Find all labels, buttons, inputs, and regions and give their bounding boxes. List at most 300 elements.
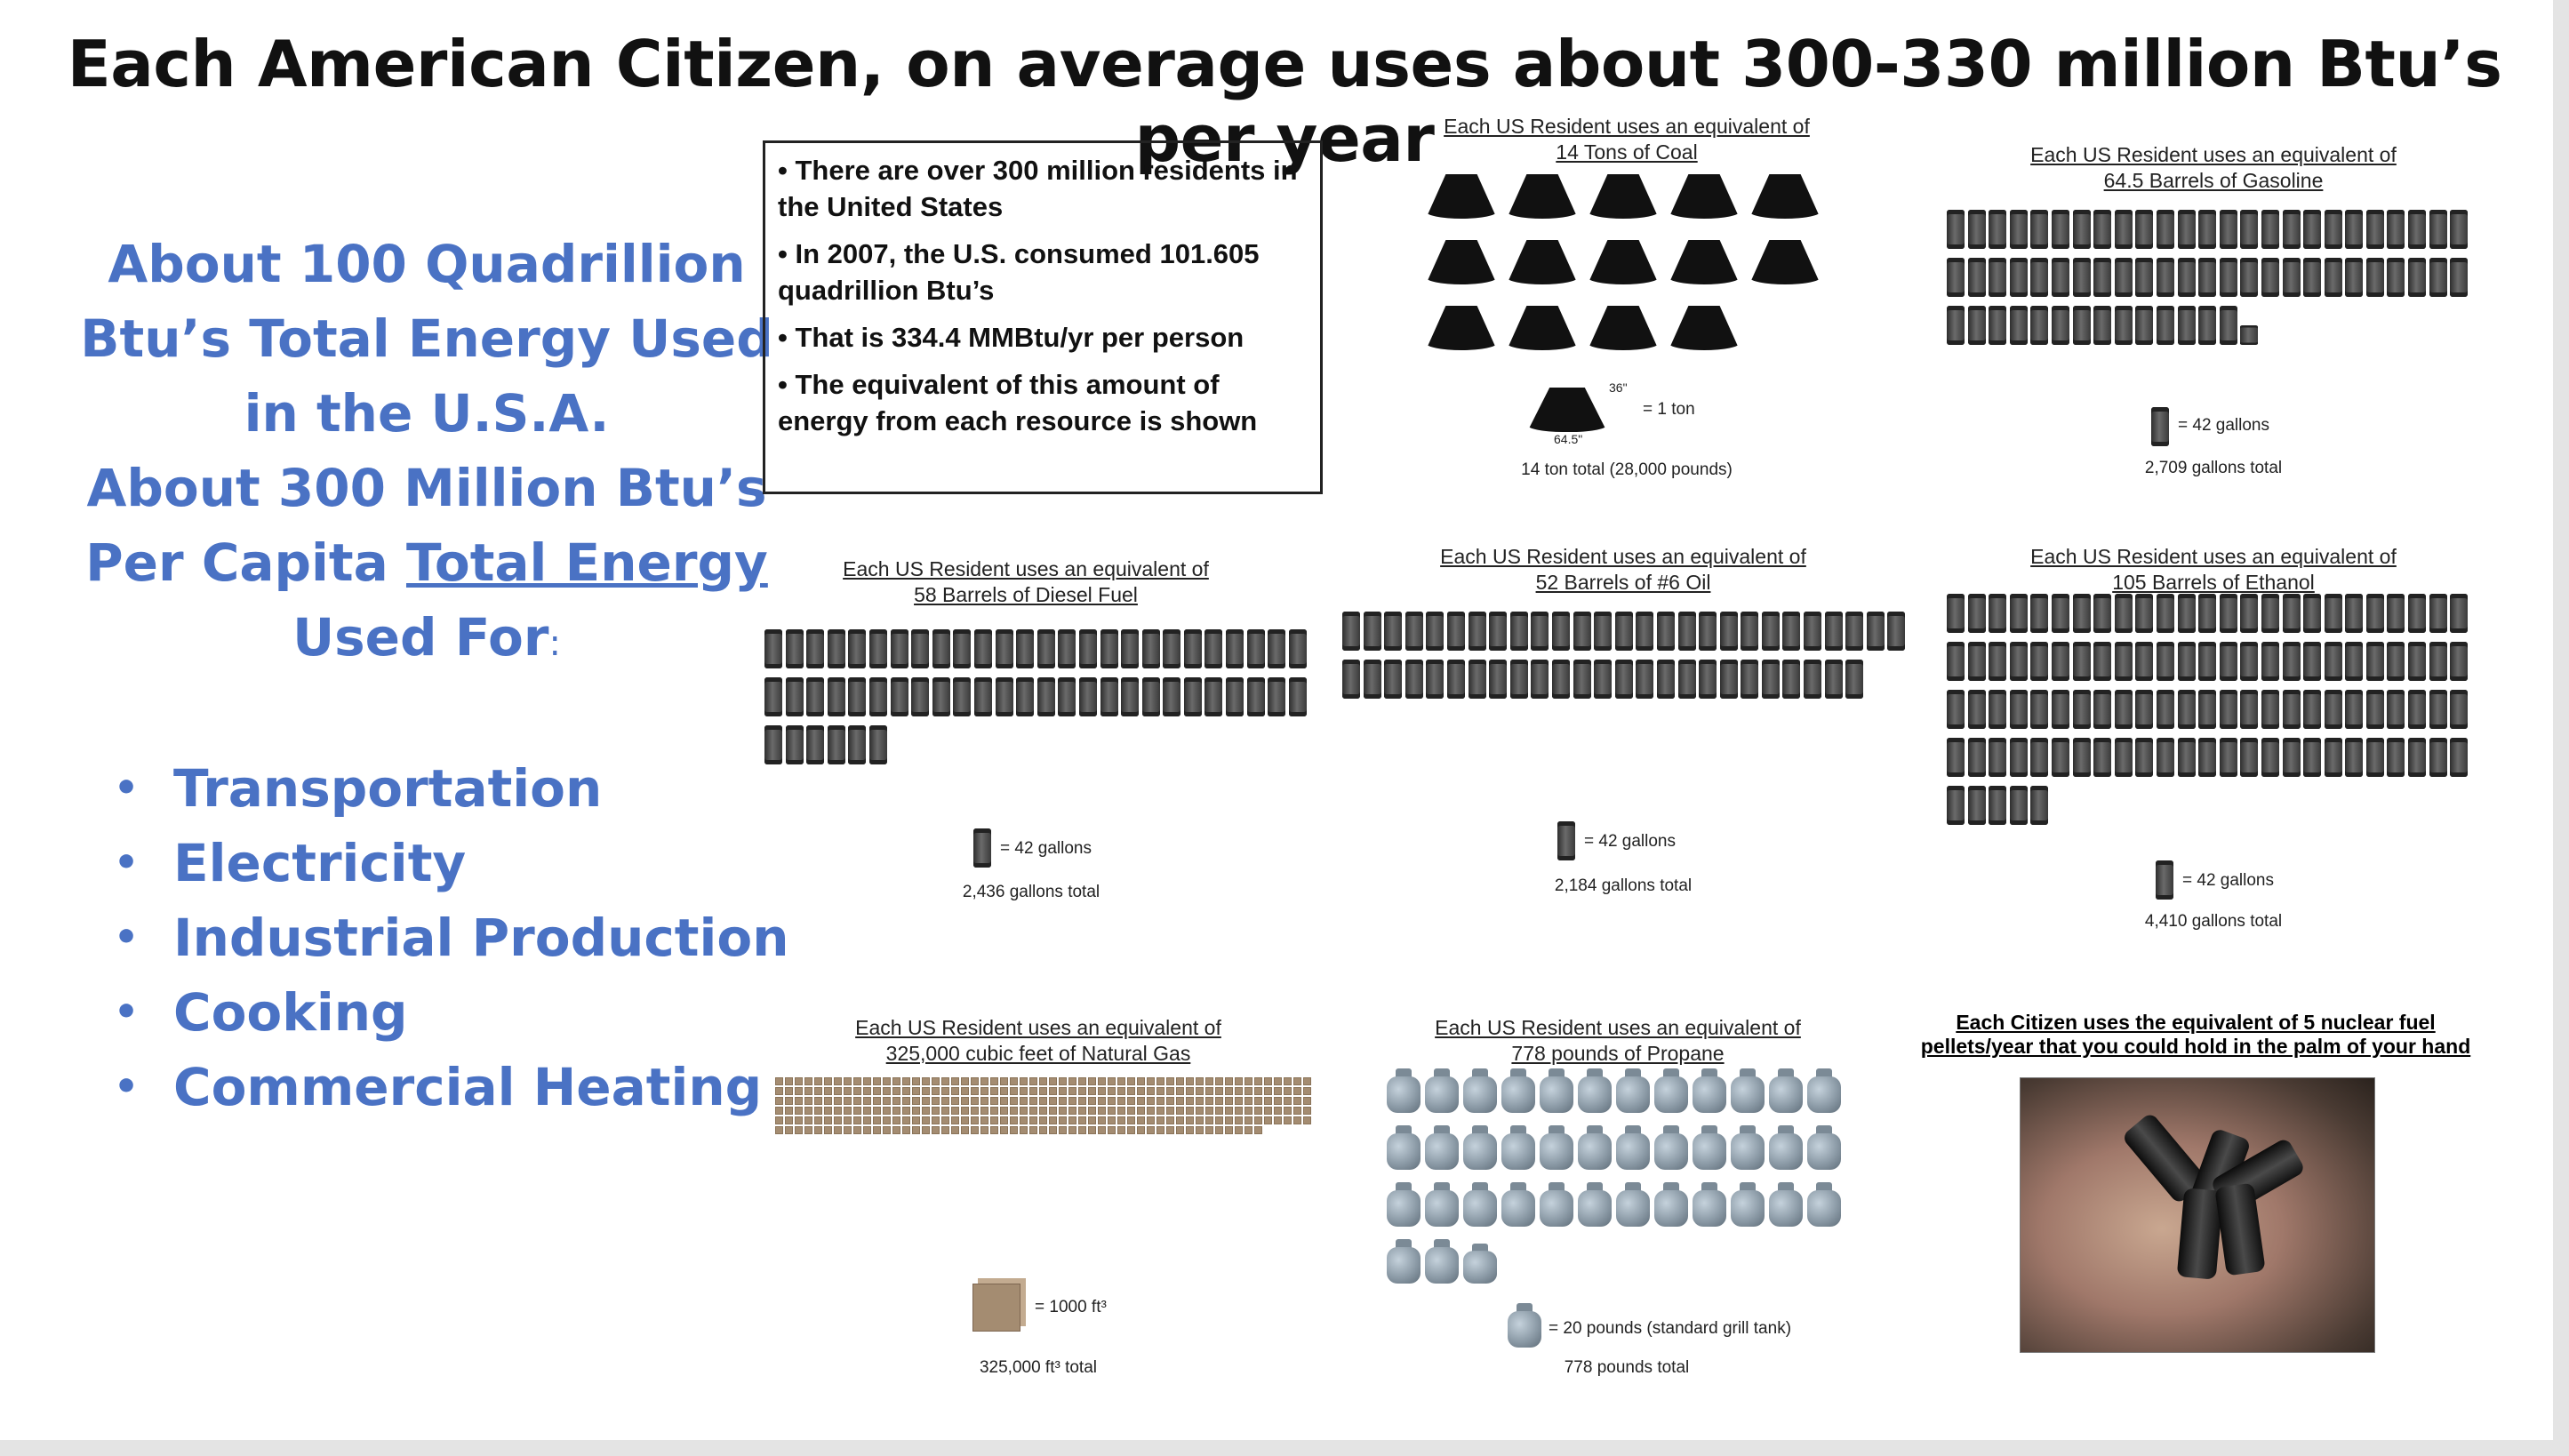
- barrel-grid: [764, 629, 1316, 773]
- barrel-icon: [764, 677, 782, 716]
- gas-cube-icon: [1000, 1077, 1008, 1085]
- info-bullet: • In 2007, the U.S. consumed 101.605 quadrillion Btu’s: [778, 238, 1260, 306]
- barrel-icon: [1989, 210, 2006, 249]
- barrel-icon: [2178, 642, 2196, 681]
- propane-tank-icon: [1807, 1182, 1841, 1227]
- barrel-icon: [2325, 258, 2342, 297]
- gas-cube-icon: [1039, 1107, 1047, 1115]
- nuclear-caption-sub: pellets/year that you could hold in the palm of your hand: [1920, 1035, 2471, 1058]
- gas-cube-icon: [804, 1126, 812, 1134]
- list-item: • Commercial Heating: [98, 1050, 789, 1124]
- gas-cube-icon: [1244, 1107, 1252, 1115]
- barrel-icon: [1968, 210, 1986, 249]
- gas-cube-icon: [824, 1107, 832, 1115]
- barrel-icon: [764, 629, 782, 668]
- barrel-icon: [1594, 660, 1612, 699]
- propane-tank-icon: [1616, 1182, 1650, 1227]
- gas-cube-icon: [951, 1077, 959, 1085]
- barrel-icon: [2093, 258, 2111, 297]
- gas-cube-icon: [1284, 1077, 1292, 1085]
- gas-cube-icon: [1000, 1126, 1008, 1134]
- gas-cube-icon: [1284, 1107, 1292, 1115]
- summary-colon: :: [548, 623, 561, 664]
- legend-text: = 42 gallons: [2178, 416, 2269, 435]
- gas-cube-icon: [1215, 1107, 1223, 1115]
- gas-cube-icon: [1293, 1077, 1301, 1085]
- barrel-icon: [2283, 210, 2301, 249]
- gas-cube-icon: [1108, 1077, 1116, 1085]
- barrel-icon: [1510, 660, 1528, 699]
- barrel-icon: [2135, 738, 2153, 777]
- barrel-icon: [2030, 210, 2048, 249]
- gas-cube-icon: [971, 1097, 979, 1105]
- gas-cube-icon: [1137, 1077, 1145, 1085]
- gas-cube-icon: [892, 1116, 900, 1124]
- barrel-icon: [2220, 258, 2237, 297]
- gas-cube-icon: [1244, 1097, 1252, 1105]
- propane-tank-icon: [1501, 1068, 1535, 1113]
- gas-cube-icon: [1215, 1077, 1223, 1085]
- barrel-icon: [2030, 786, 2048, 825]
- barrel-icon: [2030, 258, 2048, 297]
- barrel-icon: [1037, 677, 1055, 716]
- barrel-icon: [1968, 738, 1986, 777]
- barrel-icon: [2220, 210, 2237, 249]
- barrel-icon: [911, 629, 929, 668]
- gas-cube-icon: [804, 1097, 812, 1105]
- gas-cube-icon: [1254, 1077, 1262, 1085]
- gas-cube-icon: [844, 1107, 852, 1115]
- barrel-icon: [2135, 690, 2153, 729]
- natgas-legend: [956, 1284, 1170, 1337]
- gas-cube-icon: [1117, 1126, 1125, 1134]
- gas-cube-icon: [1303, 1087, 1311, 1095]
- gas-cube-icon: [912, 1097, 920, 1105]
- gas-cube-icon: [1029, 1116, 1037, 1124]
- barrel-icon: [1741, 612, 1758, 651]
- barrel-icon: [2010, 786, 2028, 825]
- gas-cube-icon: [863, 1097, 871, 1105]
- gas-cube-icon: [1000, 1097, 1008, 1105]
- gas-cube-icon: [1078, 1087, 1086, 1095]
- gas-cube-icon: [1293, 1107, 1301, 1115]
- gas-cube-icon: [1235, 1087, 1243, 1095]
- propane-tank-icon: [1508, 1303, 1541, 1348]
- barrel-icon: [1247, 677, 1265, 716]
- panel-caption-sub: 52 Barrels of #6 Oil: [1535, 571, 1711, 594]
- barrel-icon: [828, 629, 845, 668]
- barrel-icon: [848, 629, 866, 668]
- gas-cube-icon: [1264, 1116, 1272, 1124]
- barrel-icon: [1247, 629, 1265, 668]
- gas-cube-icon: [834, 1087, 842, 1095]
- gas-cube-icon: [1225, 1126, 1233, 1134]
- gasoline-panel: [1973, 142, 2453, 194]
- barrel-icon: [1968, 690, 1986, 729]
- gas-cube-icon: [1244, 1077, 1252, 1085]
- gas-cube-icon: [1049, 1107, 1057, 1115]
- gas-cube-icon: [814, 1097, 822, 1105]
- barrel-icon: [1989, 642, 2006, 681]
- propane-tank-icon: [1387, 1068, 1421, 1113]
- barrel-icon: [2010, 594, 2028, 633]
- gas-cube-icon: [1166, 1116, 1174, 1124]
- gas-cube-icon: [980, 1087, 988, 1095]
- barrel-icon: [1947, 210, 1965, 249]
- barrel-icon: [2135, 594, 2153, 633]
- barrel-icon: [1657, 612, 1675, 651]
- gas-cube-icon: [1098, 1097, 1106, 1105]
- propane-tank-icon: [1463, 1182, 1497, 1227]
- barrel-icon: [2030, 594, 2048, 633]
- barrel-icon: [974, 629, 992, 668]
- gas-cube-icon: [1176, 1116, 1184, 1124]
- gas-cube-icon: [1225, 1077, 1233, 1085]
- barrel-icon: [2178, 306, 2196, 345]
- gas-cube-icon: [1137, 1116, 1145, 1124]
- gas-cube-icon: [1068, 1077, 1076, 1085]
- gas-cube-icon: [1127, 1097, 1135, 1105]
- summary-line: in the U.S.A.: [244, 383, 610, 444]
- barrel-icon: [1782, 660, 1800, 699]
- gas-cube-icon: [1059, 1126, 1067, 1134]
- gas-cube-icon: [932, 1116, 940, 1124]
- barrel-icon: [2198, 258, 2216, 297]
- barrel-icon: [2115, 210, 2133, 249]
- gas-cube-icon: [951, 1116, 959, 1124]
- diesel-panel: [786, 556, 1266, 608]
- coal-pile-icon: [1527, 388, 1607, 432]
- propane-panel: [1378, 1015, 1858, 1067]
- barrel-icon: [1989, 690, 2006, 729]
- gas-cube-icon: [1274, 1077, 1282, 1085]
- barrel-icon: [764, 725, 782, 764]
- gas-cube-icon: [1068, 1116, 1076, 1124]
- propane-tank-icon: [1693, 1182, 1726, 1227]
- barrel-icon: [2073, 690, 2091, 729]
- gas-cube-icon: [785, 1077, 793, 1085]
- gas-cube-icon: [873, 1107, 881, 1115]
- barrel-icon: [973, 828, 991, 868]
- gas-cube-icon: [1127, 1126, 1135, 1134]
- propane-tank-icon: [1616, 1125, 1650, 1170]
- list-item: • Electricity: [98, 826, 789, 900]
- gas-cube-icon: [853, 1077, 861, 1085]
- barrel-icon: [1510, 612, 1528, 651]
- gas-cube-icon: [1088, 1116, 1096, 1124]
- gas-cube-icon: [1068, 1087, 1076, 1095]
- barrel-icon: [2240, 210, 2258, 249]
- gas-cube-icon: [1284, 1116, 1292, 1124]
- gas-cube-icon: [912, 1087, 920, 1095]
- barrel-icon: [1016, 629, 1034, 668]
- propane-tank-icon: [1654, 1125, 1688, 1170]
- barrel-icon: [2283, 594, 2301, 633]
- gas-cube-icon: [1274, 1116, 1282, 1124]
- barrel-icon: [1364, 612, 1381, 651]
- gas-cube-icon: [912, 1077, 920, 1085]
- barrel-icon: [1342, 612, 1360, 651]
- barrel-icon: [1342, 660, 1360, 699]
- panel-total: 4,410 gallons total: [2144, 912, 2283, 931]
- legend-text: = 1 ton: [1643, 400, 1695, 419]
- right-border: [2553, 0, 2569, 1456]
- gas-cube-icon: [951, 1087, 959, 1095]
- barrel-icon: [2115, 738, 2133, 777]
- gas-cube-icon: [1186, 1107, 1194, 1115]
- coal-height-label: 36": [1609, 380, 1628, 395]
- barrel-icon: [1989, 594, 2006, 633]
- gas-cube-icon: [990, 1097, 998, 1105]
- coal-pile-icon: [1588, 174, 1659, 219]
- barrel-icon: [1405, 612, 1423, 651]
- gas-cube-icon: [1098, 1126, 1106, 1134]
- barrel-icon: [1762, 612, 1780, 651]
- barrel-icon: [1552, 660, 1570, 699]
- gas-cube-icon: [1235, 1077, 1243, 1085]
- gas-cube-icon: [873, 1116, 881, 1124]
- coal-pile-icon: [1669, 174, 1740, 219]
- barrel-icon: [1469, 612, 1486, 651]
- barrel-icon: [1557, 821, 1575, 860]
- coal-pile-icon: [1669, 240, 1740, 284]
- barrel-icon: [2345, 738, 2363, 777]
- gas-cube-icon: [1274, 1107, 1282, 1115]
- barrel-icon: [2073, 642, 2091, 681]
- barrel-icon: [2115, 690, 2133, 729]
- barrel-icon: [1968, 306, 1986, 345]
- gas-cube-icon: [1147, 1107, 1155, 1115]
- gas-cube-icon: [1205, 1077, 1213, 1085]
- gas-cube-icon: [873, 1077, 881, 1085]
- gas-cube-icon: [1215, 1097, 1223, 1105]
- gas-cube-icon: [1176, 1097, 1184, 1105]
- barrel-icon: [1867, 612, 1885, 651]
- gas-cube-icon: [941, 1107, 949, 1115]
- gas-cube-icon: [892, 1126, 900, 1134]
- barrel-icon: [2220, 690, 2237, 729]
- gas-cube-icon: [990, 1116, 998, 1124]
- propane-tank-icon: [1463, 1125, 1497, 1170]
- barrel-icon: [2240, 690, 2258, 729]
- summary-line: About 100 Quadrillion: [108, 234, 746, 294]
- gas-cube-icon: [902, 1107, 910, 1115]
- gas-cube-icon: [873, 1097, 881, 1105]
- gas-cube-icon: [902, 1116, 910, 1124]
- gas-cube-icon: [1235, 1126, 1243, 1134]
- barrel-icon: [996, 629, 1013, 668]
- barrel-icon: [1887, 612, 1905, 651]
- barrel-icon: [2387, 642, 2405, 681]
- gas-cube-icon: [1205, 1097, 1213, 1105]
- gas-cube-icon: [1254, 1107, 1262, 1115]
- gas-cube-icon: [902, 1126, 910, 1134]
- gas-cube-icon: [1029, 1077, 1037, 1085]
- barrel-icon: [1989, 258, 2006, 297]
- gas-cube-icon: [1274, 1087, 1282, 1095]
- barrel-icon: [1989, 738, 2006, 777]
- barrel-icon: [2052, 594, 2069, 633]
- gas-cube-icon: [1039, 1077, 1047, 1085]
- barrel-icon: [869, 629, 887, 668]
- barrel-icon: [1968, 786, 1986, 825]
- barrel-icon: [1289, 677, 1307, 716]
- barrel-icon: [2429, 210, 2447, 249]
- barrel-icon: [2093, 642, 2111, 681]
- gas-cube-icon: [1108, 1087, 1116, 1095]
- gas-cube-icon: [775, 1087, 783, 1095]
- barrel-icon: [1204, 677, 1222, 716]
- barrel-icon: [1804, 660, 1821, 699]
- gas-cube-icon: [971, 1126, 979, 1134]
- gas-cube-icon: [1088, 1126, 1096, 1134]
- barrel-grid: [1342, 612, 1911, 708]
- gas-cube-icon: [1117, 1097, 1125, 1105]
- list-item: • Industrial Production: [98, 900, 789, 975]
- gas-cube-icon: [971, 1077, 979, 1085]
- oil6-panel: [1383, 544, 1863, 596]
- propane-tank-icon: [1425, 1239, 1459, 1284]
- barrel-icon: [2093, 594, 2111, 633]
- gas-cube-icon: [1303, 1077, 1311, 1085]
- gas-cube-icon: [824, 1097, 832, 1105]
- gas-cube-icon: [1166, 1126, 1174, 1134]
- barrel-icon: [1968, 642, 1986, 681]
- bottom-border: [0, 1440, 2569, 1456]
- barrel-icon: [2198, 690, 2216, 729]
- propane-tank-icon: [1731, 1068, 1765, 1113]
- barrel-icon: [1121, 677, 1139, 716]
- barrel-icon: [2220, 642, 2237, 681]
- barrel-icon: [2052, 738, 2069, 777]
- coal-pile-icon: [1588, 306, 1659, 350]
- barrel-icon: [828, 677, 845, 716]
- barrel-icon: [1968, 258, 1986, 297]
- barrel-icon: [1268, 677, 1285, 716]
- gas-cube-icon: [1176, 1126, 1184, 1134]
- barrel-icon: [1100, 629, 1118, 668]
- gas-cube-icon: [1137, 1107, 1145, 1115]
- barrel-icon: [1573, 660, 1591, 699]
- barrel-icon: [2366, 642, 2384, 681]
- gas-cube-icon: [883, 1097, 891, 1105]
- gas-cube-icon: [1166, 1097, 1174, 1105]
- gas-cube-icon: [824, 1126, 832, 1134]
- barrel-icon: [1699, 612, 1717, 651]
- barrel-icon: [2261, 210, 2279, 249]
- gas-cube-icon: [972, 1284, 1020, 1332]
- gas-cube-icon: [1303, 1116, 1311, 1124]
- barrel-icon: [2093, 210, 2111, 249]
- barrel-icon: [2325, 738, 2342, 777]
- gas-cube-icon: [1010, 1077, 1018, 1085]
- barrel-icon: [2261, 690, 2279, 729]
- gas-cube-icon: [1127, 1077, 1135, 1085]
- barrel-icon: [2030, 306, 2048, 345]
- gas-cube-icon: [775, 1126, 783, 1134]
- gas-cube-icon: [853, 1097, 861, 1105]
- gas-cube-icon: [775, 1077, 783, 1085]
- gas-cube-icon: [961, 1077, 969, 1085]
- panel-total: 2,436 gallons total: [962, 883, 1100, 901]
- propane-tank-icon: [1387, 1182, 1421, 1227]
- barrel-icon: [2261, 642, 2279, 681]
- coal-pile-icon: [1749, 174, 1821, 219]
- barrel-icon: [848, 677, 866, 716]
- gas-cube-icon: [1088, 1097, 1096, 1105]
- nuclear-pellet-photo: [2020, 1077, 2375, 1353]
- gas-cube-icon: [980, 1107, 988, 1115]
- propane-tank-icon: [1807, 1125, 1841, 1170]
- gas-cube-icon: [1176, 1087, 1184, 1095]
- gas-cube-icon: [1098, 1107, 1106, 1115]
- propane-tank-icon: [1654, 1068, 1688, 1113]
- barrel-icon: [2408, 258, 2426, 297]
- gas-cube-icon: [951, 1097, 959, 1105]
- barrel-icon: [2010, 690, 2028, 729]
- gas-cube-icon: [961, 1126, 969, 1134]
- barrel-icon: [1699, 660, 1717, 699]
- gas-cube-icon: [941, 1126, 949, 1134]
- barrel-icon: [2387, 258, 2405, 297]
- gas-cube-icon: [1010, 1097, 1018, 1105]
- barrel-icon: [2093, 306, 2111, 345]
- gas-cube-icon: [775, 1097, 783, 1105]
- barrel-icon: [2429, 258, 2447, 297]
- panel-caption-sub: 105 Barrels of Ethanol: [2112, 571, 2315, 594]
- barrel-icon: [1058, 677, 1076, 716]
- barrel-icon: [1447, 660, 1465, 699]
- barrel-icon: [996, 677, 1013, 716]
- barrel-icon: [2303, 258, 2321, 297]
- gas-cube-icon: [1215, 1087, 1223, 1095]
- gasoline-legend: [2151, 407, 2329, 452]
- gas-cube-icon: [824, 1116, 832, 1124]
- barrel-icon: [1825, 612, 1843, 651]
- summary-line: About 300 Million Btu’s: [86, 458, 767, 518]
- gas-cube-icon: [1284, 1097, 1292, 1105]
- barrel-icon: [2157, 738, 2174, 777]
- gas-cube-icon: [1284, 1087, 1292, 1095]
- barrel-icon: [2261, 738, 2279, 777]
- barrel-icon: [2450, 258, 2468, 297]
- gas-cube-icon: [1186, 1077, 1194, 1085]
- barrel-icon: [2178, 594, 2196, 633]
- barrel-icon: [1447, 612, 1465, 651]
- propane-tank-icon: [1540, 1068, 1573, 1113]
- barrel-icon: [1947, 258, 1965, 297]
- gas-cube-icon: [1156, 1116, 1164, 1124]
- coal-pile-icon: [1426, 240, 1497, 284]
- barrel-icon: [2052, 690, 2069, 729]
- barrel-icon: [2198, 594, 2216, 633]
- barrel-icon: [2325, 594, 2342, 633]
- barrel-icon: [2303, 690, 2321, 729]
- gas-cube-icon: [941, 1116, 949, 1124]
- barrel-icon: [2151, 407, 2169, 446]
- barrel-icon: [1079, 677, 1097, 716]
- gas-cube-icon: [951, 1126, 959, 1134]
- barrel-icon: [891, 677, 908, 716]
- gas-cube-icon: [1088, 1077, 1096, 1085]
- gas-cube-icon: [1274, 1097, 1282, 1105]
- coal-legend: [1527, 380, 1723, 446]
- gas-cube-icon: [990, 1077, 998, 1085]
- diesel-legend: [973, 828, 1151, 873]
- coal-pile-icon: [1426, 174, 1497, 219]
- gas-cube-icon: [1264, 1077, 1272, 1085]
- summary-text-part: Per Capita: [85, 532, 406, 593]
